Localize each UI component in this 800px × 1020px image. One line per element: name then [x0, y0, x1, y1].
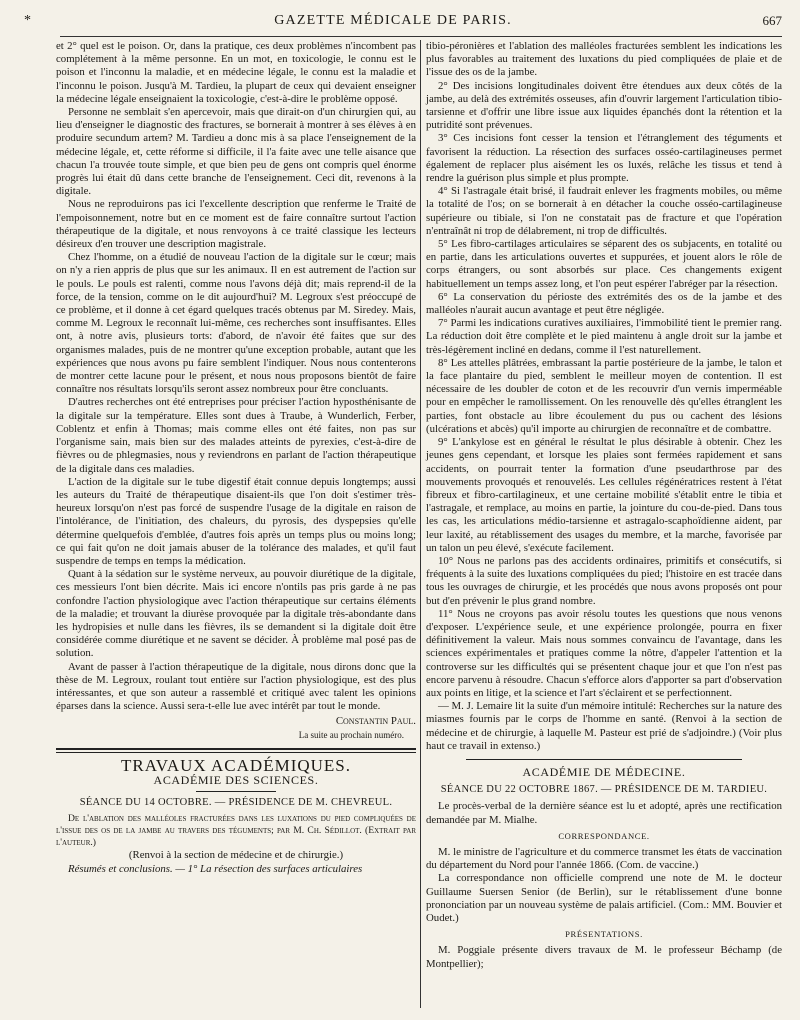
- presentations-title: PRÉSENTATIONS.: [565, 929, 643, 940]
- right-paragraph-2: 2° Des incisions longitudinales doivent être étendues aux deux côtés de la jambe, au delà des extrémités osseuses, afin d'ouvrir largement l'articulation tibio-tarsienne et d'offrir une libre issue aux liquides épanchés dont la rétention et la putridité sont prévenues.: [426, 79, 782, 132]
- session-heading: SÉANCE DU 14 OCTOBRE. — PRÉSIDENCE DE M. CHEVREUL.: [79, 797, 393, 809]
- correspondence-item-1: M. le ministre de l'agriculture et du commerce transmet les états de vaccination du département du Nord pour l'année 1866. (Com. de vaccine.): [426, 845, 782, 872]
- page-header: [24, 8, 782, 34]
- right-section-rule: [466, 759, 742, 760]
- right-column: [426, 40, 782, 971]
- column-divider: [420, 40, 421, 1008]
- right-paragraph-12: — M. J. Lemaire lit la suite d'un mémoire intitulé: Recherches sur la nature des miasmes fournis par le corps de l'homme en santé. (Renvoi à la section de médecine et de chirurgie, à laquelle M. Pasteur est prié de s'adjoindre.) (Voir plus haut ce travail in extenso.): [426, 700, 782, 752]
- referral-note: (Renvoi à la section de médecine et de chirurgie.): [128, 849, 344, 862]
- minutes-paragraph: Le procès-verbal de la dernière séance est lu et adopté, après une rectification demandée par M. Mialhe.: [426, 800, 782, 826]
- correspondence-item-2: La correspondance non officielle comprend une note de M. le docteur Guillaume Suersen Senior (de Berlin), sur le rétablissement d'une bonne prononciation par un nouveau système de palais artificiel. (Com.: MM. Bouvier et Oudet.): [426, 872, 782, 924]
- right-paragraph-7: 7° Parmi les indications curatives auxiliaires, l'immobilité tient le premier rang. La réduction doit être complète et le pied maintenu à angle droit sur la jambe et très-légèrement incliné en dedans, comme il l'est naturellement.: [426, 317, 782, 356]
- journal-title: GAZETTE MÉDICALE DE PARIS.: [274, 13, 512, 28]
- right-paragraph-5: 5° Les fibro-cartilages articulaires se séparent des os subjacents, en totalité ou en partie, dans les articulations ouvertes et suppurées, et jouent alors le rôle de corps étrangers, ou sont absorbés sur place. Ces changements exigent habituellement un temps assez long, et l'on peut espérer l'abréger par la résection.: [426, 238, 782, 290]
- right-paragraph-4: 4° Si l'astragale était brisé, il faudrait enlever les fragments mobiles, ou même la totalité de l'os; on se bornerait à en détacher la couche osséo-cartilagineuse supérieure ou tibiale, si l'on ne constatait pas de fracture et que l'opération n'entraînât ni trop de délabrement, ni trop de difficultés.: [426, 185, 782, 237]
- right-paragraph-3: 3° Ces incisions font cesser la tension et l'étranglement des téguments et favorisent la réduction. La résection des surfaces osséo-cartilagineuses permet également de replacer plus aisément les os luxés, relâche les tissus et tend à rendre la guérison plus simple et plus prompte.: [426, 132, 782, 185]
- page-number: 667: [762, 13, 782, 28]
- section-title: TRAVAUX ACADÉMIQUES.: [120, 755, 351, 775]
- academy-title: ACADÉMIE DES SCIENCES.: [153, 772, 319, 787]
- right-paragraph-9: 9° L'ankylose est en général le résultat le plus désirable à obtenir. Chez les jeunes gens cependant, et lorsque les plaies sont fermées rapidement et sans accidents, on pourrait tenter la formation d'une pseudarthrose par des mouvements provoqués et renouvelés. Les cellules régénératrices restent à l'état fibreux et fibro-cartilagineux, et une certaine mobilité s'établit entre le tibia et l'astragale, et remplace, au moins en partie, la jointure du cou-de-pied. Dans tous les cas, les articulations médio-tarsienne et astragalo-scaphoïdienne aident, par leur laxité, au rétablissement des usages du membre, et la marche, favorisée par un talon un peu élevé, s'exécute facilement.: [426, 436, 782, 554]
- right-paragraph-10: 10° Nous ne parlons pas des accidents ordinaires, primitifs et consécutifs, si fréquents à la suite des luxations compliquées du pied; l'histoire en est tracée dans tous les ouvrages de chirurgie, et les procédés que nous avons proposés ont pour but d'en prévenir le plus grand nombre.: [426, 554, 782, 607]
- summary-start: Résumés et conclusions. — 1° La résection des surfaces articulaires: [68, 862, 363, 875]
- left-paragraph-8: Avant de passer à l'action thérapeutique de la digitale, nous dirons donc que la thèse de M. Legroux, roulant tout entière sur l'action physiologique, est des plus intéressantes, et que son auteur a rassemblé et critiqué avec talent les opinions éparses dans la science. Aussi sera-t-elle lue avec intérêt par tout le monde.: [56, 660, 416, 713]
- right-paragraph-11: 11° Nous ne croyons pas avoir résolu toutes les questions que nous venons d'exposer. L'expérience seule, et une expérience prolongée, pourra en fixer définitivement la valeur. Mais nous sommes convaincu de l'avantage, dans les sciences expérimentales et pratiques comme la nôtre, d'appeler l'attention et la controverse sur les difficultés qui se présentent chaque jour et que l'on n'est pas encore parvenu à résoudre. Chacun s'efforce alors d'apporter sa part d'observation aux points en litige, et la science et l'art s'éclairent et se perfectionnent.: [426, 607, 782, 699]
- continued-note: La suite au prochain numéro.: [298, 729, 404, 740]
- author-signature: Constantin Paul.: [335, 715, 416, 728]
- section-rule-thick: [56, 748, 416, 750]
- right-paragraph-1: tibio-péronières et l'ablation des malléoles fracturées semblent les indications les plus favorables au traitement des luxations du pied compliquées de plaie et de l'issue des os de la jambe.: [426, 40, 782, 79]
- right-paragraph-8: 8° Les attelles plâtrées, embrassant la partie postérieure de la jambe, le talon et la face plantaire du pied, semblent le meilleur moyen de contention. Il est nécessaire de les doubler de coton et de les recouvrir d'un vernis imperméable pour en empêcher le ramollissement. On les renouvelle dès qu'elles étranglent les parties, font obstacle au libre écoulement du pus ou cachent des lésions (ulcérations et abcès) qu'il importe au chirurgien de reconnaître et de combattre.: [426, 356, 782, 435]
- session-heading-right: SÉANCE DU 22 OCTOBRE 1867. — PRÉSIDENCE DE M. TARDIEU.: [440, 784, 768, 796]
- left-paragraph-3: Nous ne reproduirons pas ici l'excellente description que renferme le Traité de l'empoisonnement, notre but en ce moment est de faire connaître surtout l'action thérapeutique de la digitale, et nous renvoyons à ce traité classique les lecteurs désireux d'en trouver une description magistrale.: [56, 198, 416, 251]
- header-rule: [60, 36, 782, 37]
- short-rule: [196, 791, 276, 792]
- left-paragraph-5: D'autres recherches ont été entreprises pour préciser l'action hyposthénisante de la digitale sur la température. Elles sont dues à Traube, à Wunderlich, Ferber, Coblentz et enfin à Thomas; mais comme elles ont été faites, non pas sur l'organisme sain, mais bien sur des malades atteints de pyrexies, c'est-à-dire de fièvres ou de phlegmasies, nous y reviendrons en parlant de l'action thérapeutique de la digitale dans ces maladies.: [56, 396, 416, 475]
- memoir-title: De l'ablation des malléoles fracturées dans les luxations du pied compliquées de l'issue des os de la jambe au travers des téguments; par M. Ch. Sédillot. (Extrait par l'auteur.): [56, 813, 416, 849]
- presentations-paragraph: M. Poggiale présente divers travaux de M. le professeur Béchamp (de Montpellier);: [426, 944, 782, 970]
- academy-medicine-title: ACADÉMIE DE MÉDECINE.: [522, 764, 686, 779]
- left-paragraph-1: et 2° quel est le poison. Or, dans la pratique, ces deux problèmes n'incombent pas complétement à la même personne. En un mot, en toxicologie, le connu est le poison et l'inconnu la maladie, et en médecine légale, le connu est la maladie et l'inconnu le poison. Jusqu'à M. Tardieu, la plupart de ceux qui devaient enseigner la médecine légale enseignaient la toxicologie, c'est-à-dire le problème opposé.: [56, 40, 416, 105]
- left-paragraph-7: Quant à la sédation sur le système nerveux, au pouvoir diurétique de la digitale, ces messieurs l'ont bien décrite. Mais ici encore n'ontils pas pris garde à ne pas confondre l'action physiologique avec l'action thérapeutique sur certains éléments de la maladie; et trouvant la diurèse provoquée par la digitale très-abondante dans les hydropisies et nulle dans les fièvres, ils se demandent si la digitale doit être considérée comme diurétique et ne savent se décider. À problème mal posé pas de solution.: [56, 568, 416, 660]
- margin-mark: *: [24, 13, 31, 28]
- left-paragraph-6: L'action de la digitale sur le tube digestif était connue depuis longtemps; aussi les auteurs du Traité de thérapeutique disaient-ils que l'on doit s'estimer très-heureux lorsqu'on n'est pas forcé de suspendre l'usage de la digitale en raison de l'intolérance, de l'initiation, des chaleurs, du pyrosis, des dyspepsies qu'elle détermine quelquefois d'emblée, d'autres fois après un temps plus ou moins long; ce qui fait qu'on ne doit jamais abuser de la tolérance des malades, et qu'il faut suspendre de temps en temps la médication.: [56, 475, 416, 567]
- right-paragraph-6: 6° La conservation du périoste des extrémités des os de la jambe et des malléoles n'aurait aucun avantage et peut être négligée.: [426, 290, 782, 317]
- section-rule-thin: [56, 752, 416, 753]
- correspondence-title: CORRESPONDANCE.: [558, 830, 650, 841]
- left-paragraph-4: Chez l'homme, on a étudié de nouveau l'action de la digitale sur le cœur; mais on n'y a rien appris de plus que sur les animaux. Il en est autrement de l'action sur le pouls. Le pouls est ralenti, comme nous l'avons déjà dit; mais reprend-il de la force, de la tension, comme on le dit aujourd'hui? M. Legroux s'est préoccupé de ce problème, et il donne à cet égard quelques tracés obtenus par M. Siredey. Mais, comme M. Legroux le reconnaît lui-même, ces recherches sont insuffisantes. Elles ont, à notre avis, plusieurs torts: d'abord, de n'avoir été faites que sur des organismes malades, puis de ne montrer qu'une exception probable, autant que les expériences que nous avons pu faire semblent l'indiquer. Nous nous contenterons de montrer cette lacune pour le présent, et nous nous proposons bientôt de faire connaître nos résultats lorsqu'ils seront assez nombreux pour être concluants.: [56, 251, 416, 396]
- left-paragraph-2: Personne ne semblait s'en apercevoir, mais que dirait-on d'un chirurgien qui, au lieu d'enseigner le diagnostic des fractures, se bornerait à montrer à ses élèves à en produire secundum artem? M. Tardieu a donc mis à sa place l'enseignement de la médecine légale, et, cette réforme si difficile, il l'a faite avec une telle aisance que chacun l'a trouvée toute simple, et que bien peu de gens ont compris quel énorme progrès lui était dû dans cette branche de l'enseignement. Ceci dit, revenons à la digitale.: [56, 106, 416, 198]
- left-column: [56, 40, 416, 876]
